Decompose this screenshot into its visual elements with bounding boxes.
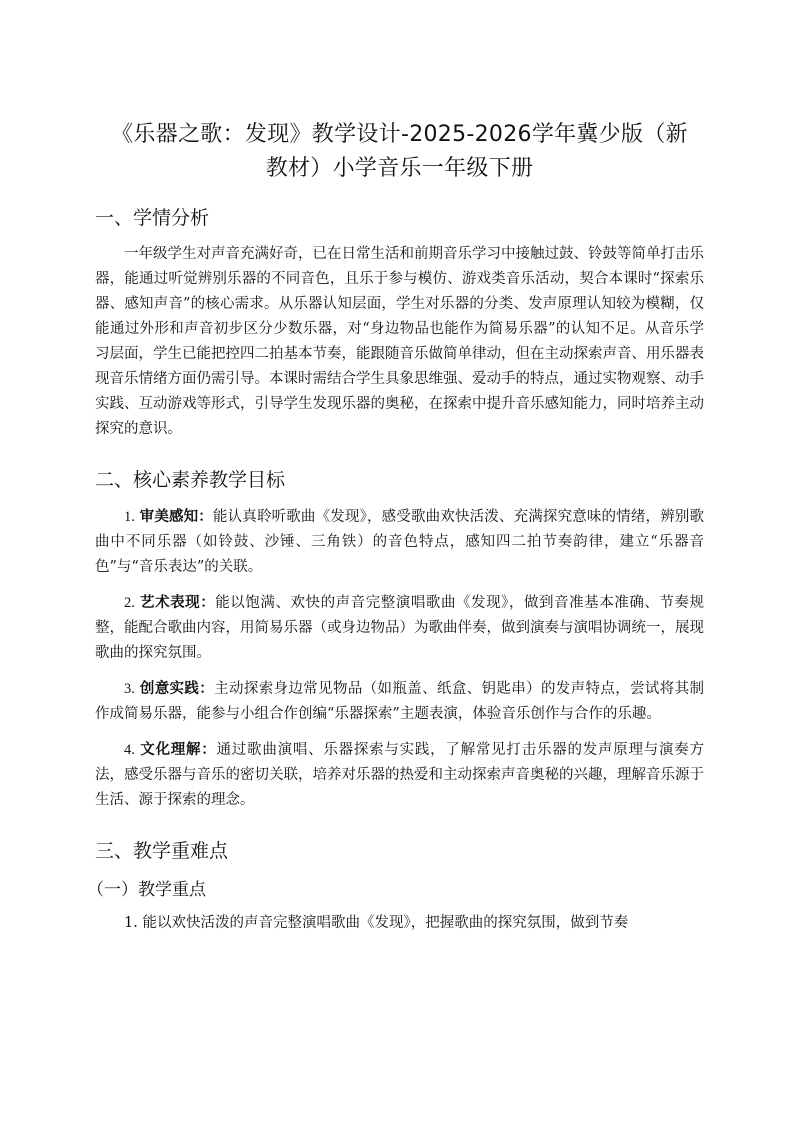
title-line-2: 教材）小学音乐一年级下册 xyxy=(265,156,534,181)
section-heading: 一、学情分析 xyxy=(95,207,210,229)
goal-item: 3. 创意实践：主动探索身边常见物品（如瓶盖、纸盒、钥匙串）的发声特点，尝试将其制作成简易乐器，能参与小组合作创编“乐器探索”主题表演，体验音乐创作与合作的乐趣。 xyxy=(95,680,705,722)
section-paragraph: 一年级学生对声音充满好奇，已在日常生活和前期音乐学习中接触过鼓、铃鼓等简单打击乐器，能通过听觉辨别乐器的不同音色，且乐于参与模仿、游戏类音乐活动，契合本课时“探索乐器、感知声音”的核心需求。从乐器认知层面，学生对乐器的分类、发声原理认知较为模糊，仅能通过外形和声音初步区分少数乐器，对“身边物品也能作为简易乐器”的认知不足。从音乐学习层面，学生已能把控四二拍基本节奏，能跟随音乐做简单律动，但在主动探索声音、用乐器表现音乐情绪方面仍需引导。本课时需结合学生具象思维强、爱动手的特点，通过实物观察、动手实践、互动游戏等形式，引导学生发现乐器的奥秘，在探索中提升音乐感知能力，同时培养主动探究的意识。 xyxy=(95,246,704,437)
section-key-points xyxy=(87,835,704,936)
document-title xyxy=(95,118,704,186)
section-heading: 三、教学重难点 xyxy=(95,840,229,862)
subsection-heading: （一）教学重点 xyxy=(87,880,206,900)
title-line-1: 《乐器之歌：发现》教学设计-2025-2026学年冀少版（新 xyxy=(111,122,688,147)
section-teaching-goals xyxy=(95,464,704,813)
goal-item: 1. 审美感知：能认真聆听歌曲《发现》，感受歌曲欢快活泼、充满探究意味的情绪，辨别歌曲中不同乐器（如铃鼓、沙锤、三角铁）的音色特点，感知四二拍节奏韵律，建立“乐器音色”与“音乐表达”的关联。 xyxy=(95,508,705,575)
section-heading: 二、核心素养教学目标 xyxy=(95,469,286,491)
key-point-item: 1. 能以欢快活泼的声音完整演唱歌曲《发现》，把握歌曲的探究氛围，做到节奏 xyxy=(124,915,629,931)
goal-item: 4. 文化理解：通过歌曲演唱、乐器探索与实践，了解常见打击乐器的发声原理与演奏方法，感受乐器与音乐的密切关联，培养对乐器的热爱和主动探索声音奥秘的兴趣，理解音乐源于生活、源于探索的理念。 xyxy=(95,741,705,808)
goal-item: 2. 艺术表现：能以饱满、欢快的声音完整演唱歌曲《发现》，做到音准基本准确、节奏规整，能配合歌曲内容，用简易乐器（或身边物品）为歌曲伴奏，做到演奏与演唱协调统一，展现歌曲的探究氛围。 xyxy=(95,594,704,661)
section-learner-analysis xyxy=(95,202,704,442)
